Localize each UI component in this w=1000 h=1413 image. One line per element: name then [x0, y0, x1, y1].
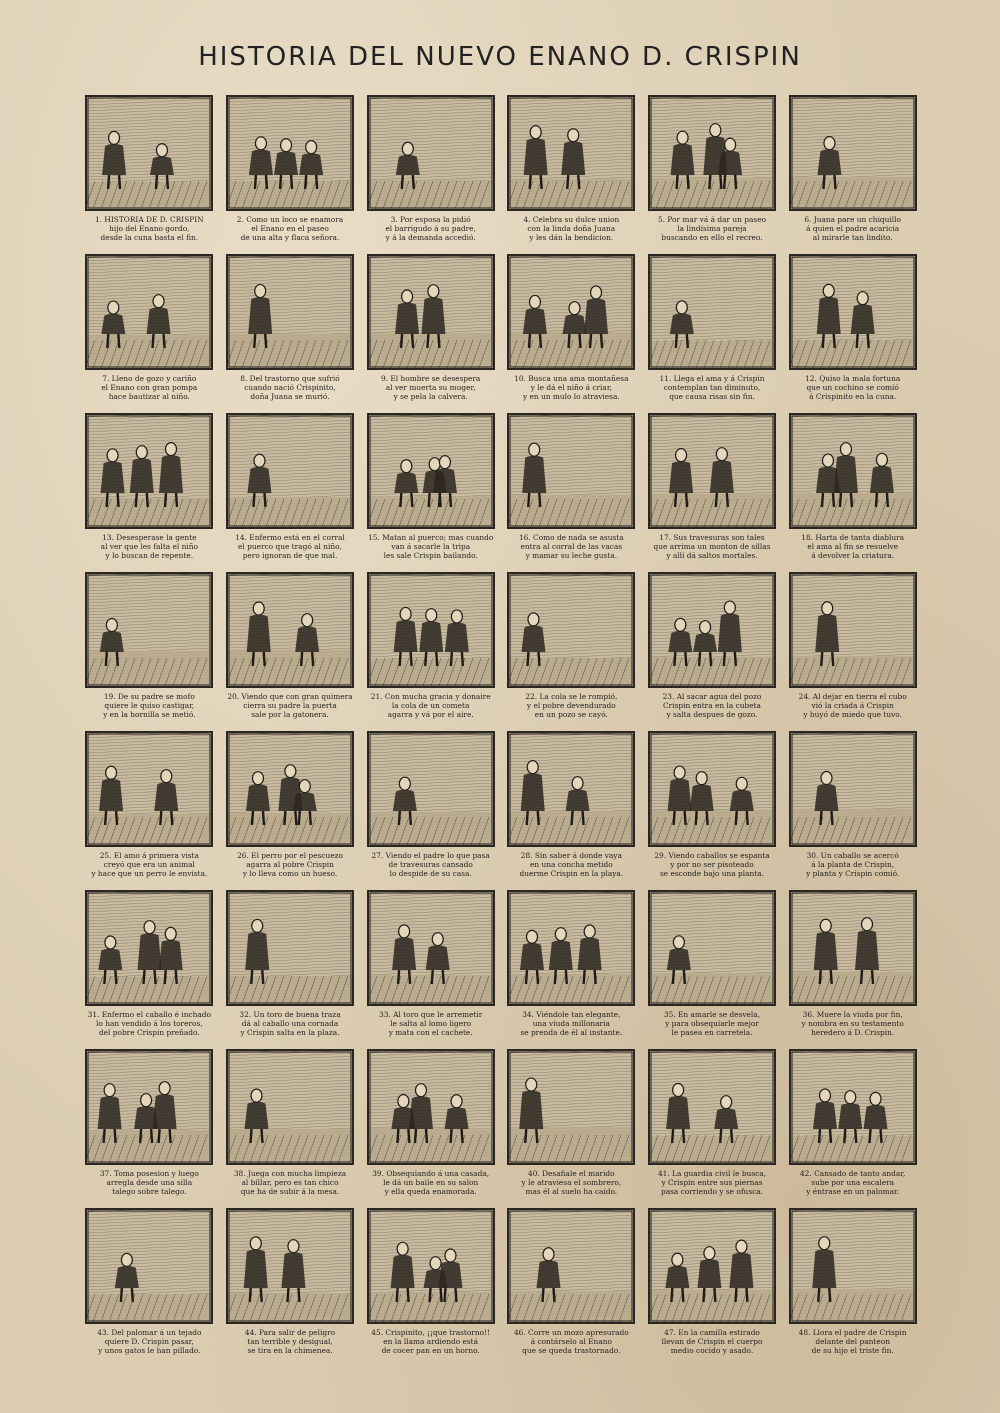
- comic-panel-2: [225, 95, 356, 252]
- panel-caption: 43. Del palomar á un tejado quiere D. Crispin pasar, y unos gatos le han pillado.: [97, 1328, 202, 1355]
- comic-panel-3: [365, 95, 496, 252]
- woodcut-illustration: [789, 572, 917, 688]
- comic-panel-37: [84, 1049, 215, 1206]
- panel-caption: 34. Viéndole tan elegante, una viuda millonaria se prenda de él al instante.: [520, 1010, 623, 1037]
- panel-caption: 18. Harta de tanta diablura el ama al fin se resuelve á devolver la criatura.: [801, 533, 905, 560]
- woodcut-illustration: [85, 572, 213, 688]
- woodcut-illustration: [367, 1208, 495, 1324]
- comic-panel-31: [84, 890, 215, 1047]
- woodcut-illustration: [367, 572, 495, 688]
- woodcut-illustration: [648, 731, 776, 847]
- panel-caption: 40. Desafiale el marido y le atraviesa el sombrero, mas él al suelo ha caído.: [521, 1169, 622, 1196]
- comic-panel-33: [365, 890, 496, 1047]
- panel-caption: 33. Al toro que le arremetir le salta al lomo ligero y mata con el cachete.: [379, 1010, 483, 1037]
- comic-panel-45: [365, 1208, 496, 1365]
- comic-panel-4: [506, 95, 637, 252]
- comic-panel-44: [225, 1208, 356, 1365]
- woodcut-illustration: [85, 1208, 213, 1324]
- woodcut-illustration: [85, 254, 213, 370]
- comic-panel-36: [787, 890, 918, 1047]
- woodcut-illustration: [648, 254, 776, 370]
- woodcut-illustration: [226, 95, 354, 211]
- panel-caption: 31. Enfermo el caballo é inchado lo han vendido á los toreros, del pobre Crispin preñado.: [87, 1010, 211, 1037]
- panel-caption: 5. Por mar vá á dar un paseo la lindísima pareja buscando en ello el recreo.: [657, 215, 767, 242]
- woodcut-illustration: [85, 731, 213, 847]
- woodcut-illustration: [648, 1049, 776, 1165]
- comic-panel-17: [647, 413, 778, 570]
- panel-caption: 48. Llora el padre de Crispin delante del panteon de su hijo el triste fin.: [798, 1328, 907, 1355]
- comic-panel-14: [225, 413, 356, 570]
- comic-panel-16: [506, 413, 637, 570]
- panel-caption: 30. Un caballo se acercó á la planta de Crispin, y planta y Crispin comió.: [806, 851, 900, 878]
- woodcut-illustration: [367, 254, 495, 370]
- woodcut-illustration: [507, 413, 635, 529]
- panel-caption: 25. El amo á primera vista creyó que era un animal y hace que un perro le envista.: [91, 851, 208, 878]
- woodcut-illustration: [226, 731, 354, 847]
- comic-panel-18: [787, 413, 918, 570]
- panel-grid: [84, 95, 918, 1365]
- woodcut-illustration: [648, 95, 776, 211]
- panel-caption: 17. Sus travesuras son tales que arrima un monton de sillas y allí dá saltos mortales.: [653, 533, 771, 560]
- panel-caption: 15. Matan al puerco; mas cuando van á sacarle la tripa les sale Crispin bailando.: [368, 533, 494, 560]
- panel-caption: 32. Un toro de buena traza dá al caballo una cornada y Crispin salta en la plaza.: [239, 1010, 341, 1037]
- woodcut-illustration: [226, 572, 354, 688]
- woodcut-illustration: [367, 731, 495, 847]
- comic-panel-24: [787, 572, 918, 729]
- panel-caption: 41. La guardia civil le busca, y Crispin entre sus piernas pasa corriendo y se ofusca.: [657, 1169, 767, 1196]
- comic-panel-30: [787, 731, 918, 888]
- panel-caption: 3. Por esposa la pidió el barrigudo á su padre, y á la demanda accedió.: [385, 215, 476, 242]
- panel-caption: 26. El perro por el pescuezo agarra al pobre Crispin y lo lleva como un hueso.: [237, 851, 343, 878]
- woodcut-illustration: [648, 1208, 776, 1324]
- panel-caption: 23. Al sacar agua del pozo Crispin entra en la cubeta y salta despues de gozo.: [662, 692, 762, 719]
- panel-caption: 44. Para salir de peligro tan terrible y desigual, se tira en la chimenea.: [244, 1328, 336, 1355]
- woodcut-illustration: [507, 1049, 635, 1165]
- woodcut-illustration: [226, 1049, 354, 1165]
- panel-caption: 12. Quiso la mala fortuna que un cochino se comió á Crispinito en la cuna.: [805, 374, 901, 401]
- woodcut-illustration: [789, 413, 917, 529]
- comic-panel-9: [365, 254, 496, 411]
- comic-panel-47: [647, 1208, 778, 1365]
- woodcut-illustration: [789, 731, 917, 847]
- comic-panel-23: [647, 572, 778, 729]
- panel-caption: 8. Del trastorno que sufrió cuando nació Crispinito, doña Juana se murió.: [240, 374, 340, 401]
- woodcut-illustration: [367, 1049, 495, 1165]
- comic-panel-10: [506, 254, 637, 411]
- panel-caption: 13. Desesperase la gente al ver que les falta el niño y lo buscan de repente.: [100, 533, 198, 560]
- comic-panel-25: [84, 731, 215, 888]
- woodcut-illustration: [789, 254, 917, 370]
- woodcut-illustration: [85, 95, 213, 211]
- panel-caption: 35. En amarle se desvela, y para obsequiarle mejor le pasea en carretela.: [663, 1010, 761, 1037]
- woodcut-illustration: [507, 572, 635, 688]
- panel-caption: 20. Viendo que con gran quimera cierra su padre la puerta sale por la gatonera.: [227, 692, 353, 719]
- panel-caption: 45. Crispinito, ¡¡que trastorno!! en la llama ardiendo está de cocer pan en un horno.: [371, 1328, 491, 1355]
- panel-caption: 4. Celebra su dulce union con la linda doña Juana y les dán la bendicion.: [523, 215, 620, 242]
- woodcut-illustration: [226, 1208, 354, 1324]
- comic-panel-21: [365, 572, 496, 729]
- panel-caption: 7. Lleno de gozo y cariño el Enano con gran pompa hace bautizar al niño.: [101, 374, 198, 401]
- woodcut-illustration: [367, 890, 495, 1006]
- page-title: HISTORIA DEL NUEVO ENANO D. CRISPIN: [198, 42, 802, 72]
- woodcut-illustration: [507, 731, 635, 847]
- panel-caption: 46. Corre un mozo apresurado á contárselo al Enano que se queda trastornado.: [513, 1328, 629, 1355]
- comic-panel-41: [647, 1049, 778, 1206]
- panel-caption: 39. Obsequiando á una casada, le dá un baile en su salon y ella queda enamorada.: [372, 1169, 490, 1196]
- panel-caption: 16. Como de nada se asusta entra al corral de las vacas y mamar su leche gusta.: [518, 533, 624, 560]
- comic-panel-35: [647, 890, 778, 1047]
- panel-caption: 37. Toma posesion y luego arregla desde una silla talego sobre talego.: [99, 1169, 199, 1196]
- comic-panel-48: [787, 1208, 918, 1365]
- comic-panel-40: [506, 1049, 637, 1206]
- woodcut-illustration: [789, 1049, 917, 1165]
- woodcut-illustration: [226, 413, 354, 529]
- panel-caption: 2. Como un loco se enamora el Enano en el paseo de una alta y flaca señora.: [236, 215, 344, 242]
- panel-caption: 29. Viendo caballos se espanta y por no ser pisoteado se esconde bajo una planta.: [654, 851, 770, 878]
- comic-panel-5: [647, 95, 778, 252]
- comic-panel-39: [365, 1049, 496, 1206]
- woodcut-illustration: [85, 1049, 213, 1165]
- comic-panel-8: [225, 254, 356, 411]
- panel-caption: 47. En la camilla estirado llevan de Crispin el cuerpo medio cocido y asado.: [661, 1328, 763, 1355]
- comic-panel-1: [84, 95, 215, 252]
- woodcut-illustration: [226, 890, 354, 1006]
- woodcut-illustration: [85, 890, 213, 1006]
- comic-panel-13: [84, 413, 215, 570]
- panel-caption: 6. Juana pare un chiquillo á quien el padre acaricia al mirarle tan lindito.: [804, 215, 901, 242]
- panel-caption: 38. Juega con mucha limpieza al billar, pero es tan chico que ha de subir á la mesa.: [233, 1169, 347, 1196]
- woodcut-illustration: [507, 1208, 635, 1324]
- comic-panel-34: [506, 890, 637, 1047]
- panel-caption: 19. De su padre se mofo quiere le quiso castigar, y en la hornilla se metió.: [103, 692, 196, 719]
- woodcut-illustration: [789, 890, 917, 1006]
- comic-panel-29: [647, 731, 778, 888]
- panel-caption: 1. HISTORIA DE D. CRISPIN hijo del Enano gordo, desde la cuna basta el fin.: [95, 215, 204, 242]
- comic-panel-19: [84, 572, 215, 729]
- comic-panel-27: [365, 731, 496, 888]
- comic-panel-28: [506, 731, 637, 888]
- woodcut-illustration: [648, 413, 776, 529]
- panel-caption: 11. Llega el ama y á Crispin contemplan tan diminuto, que causa risas sin fin.: [659, 374, 765, 401]
- comic-panel-20: [225, 572, 356, 729]
- woodcut-illustration: [507, 890, 635, 1006]
- woodcut-illustration: [648, 572, 776, 688]
- woodcut-illustration: [648, 890, 776, 1006]
- panel-caption: 21. Con mucha gracia y donaire la cola de un cometa agarra y vá por el aire.: [370, 692, 491, 719]
- comic-panel-11: [647, 254, 778, 411]
- comic-panel-12: [787, 254, 918, 411]
- panel-caption: 42. Cansado de tanto andar, sube por una escalera y éntrase en un palomar.: [799, 1169, 906, 1196]
- comic-panel-6: [787, 95, 918, 252]
- panel-caption: 22. La cola se le rompió, y el pobre devendurado en un pozo se cayó.: [525, 692, 618, 719]
- panel-caption: 24. Al dejar en tierra el cubo vió la criada á Crispin y huyó de miedo que tuvo.: [798, 692, 907, 719]
- comic-panel-22: [506, 572, 637, 729]
- woodcut-illustration: [507, 254, 635, 370]
- panel-caption: 36. Muere la viuda por fin, y nombra en su testamento heredero á D. Crispin.: [801, 1010, 904, 1037]
- woodcut-illustration: [85, 413, 213, 529]
- woodcut-illustration: [367, 95, 495, 211]
- comic-panel-26: [225, 731, 356, 888]
- panel-caption: 28. Sin saber á donde vaya en una concha metido duerme Crispin en la playa.: [519, 851, 624, 878]
- panel-caption: 14. Enfermo está en el corral el puerco que tragó al niño, pero ignoran de que mal.: [235, 533, 345, 560]
- comic-panel-42: [787, 1049, 918, 1206]
- panel-caption: 9. El hombre se desespera al ver muerta su muger, y se pela la calvera.: [381, 374, 481, 401]
- panel-caption: 10. Busca una ama montañesa y le dá el niño á criar, y en un mulo lo atraviesa.: [514, 374, 629, 401]
- comic-panel-15: [365, 413, 496, 570]
- woodcut-illustration: [789, 95, 917, 211]
- comic-panel-43: [84, 1208, 215, 1365]
- woodcut-illustration: [367, 413, 495, 529]
- woodcut-illustration: [226, 254, 354, 370]
- comic-panel-32: [225, 890, 356, 1047]
- comic-panel-38: [225, 1049, 356, 1206]
- comic-panel-46: [506, 1208, 637, 1365]
- panel-caption: 27. Viendo el padre lo que pasa de travesuras cansado lo despide de su casa.: [371, 851, 490, 878]
- woodcut-illustration: [789, 1208, 917, 1324]
- comic-panel-7: [84, 254, 215, 411]
- woodcut-illustration: [507, 95, 635, 211]
